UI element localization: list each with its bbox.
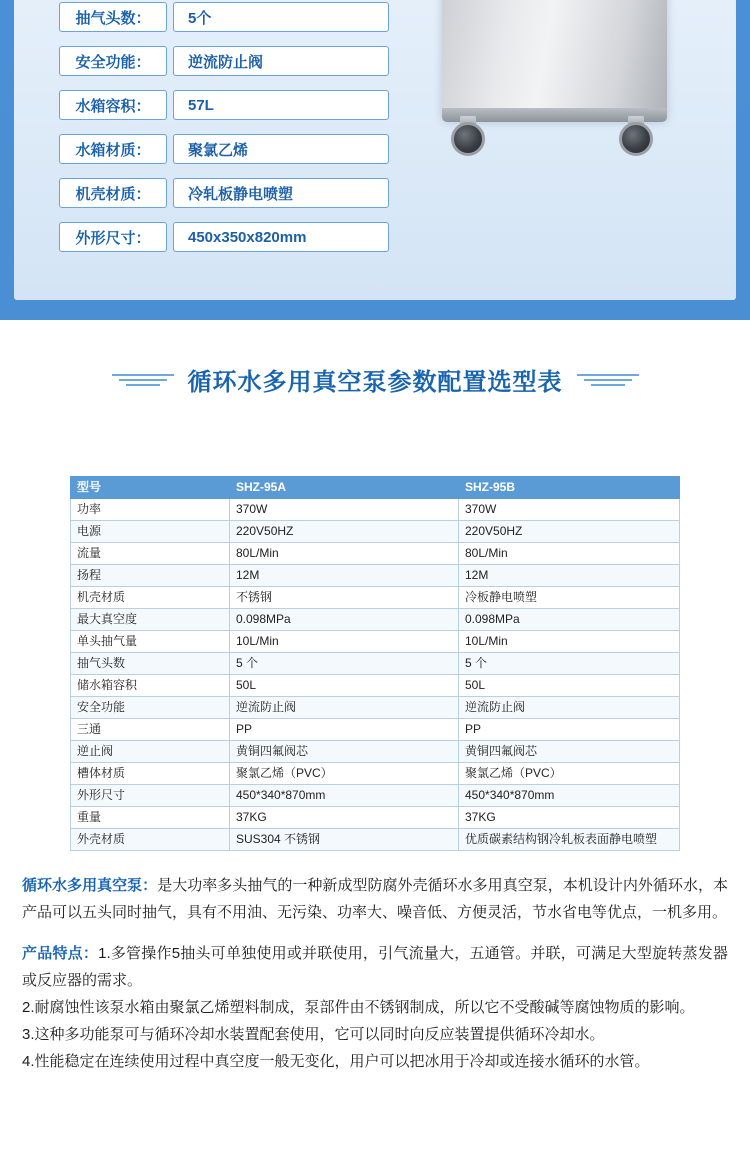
table-cell: 逆流防止阀 [459,697,680,719]
table-row [71,763,680,785]
table-cell: 0.098MPa [459,609,680,631]
title-decoration-right-icon [577,373,639,387]
table-cell: 12M [230,565,459,587]
table-cell: 370W [230,499,459,521]
spec-value: 57L [173,90,389,120]
table-cell: 功率 [71,499,230,521]
table-row [71,807,680,829]
feature-item-4: 4.性能稳定在连续使用过程中真空度一般无变化，用户可以把冰用于冷却或连接水循环的水管。 [22,1053,650,1070]
table-cell: 370W [459,499,680,521]
table-cell: 安全功能 [71,697,230,719]
table-row [71,565,680,587]
table-row [71,499,680,521]
table-row [71,697,680,719]
table-cell: 50L [230,675,459,697]
spec-value: 450x350x820mm [173,222,389,252]
table-row [71,829,680,851]
table-cell: 槽体材质 [71,763,230,785]
table-row [71,653,680,675]
table-cell: 10L/Min [459,631,680,653]
table-cell: 三通 [71,719,230,741]
table-cell: 50L [459,675,680,697]
table-cell: 抽气头数 [71,653,230,675]
table-row [71,675,680,697]
table-cell: 10L/Min [230,631,459,653]
table-row [71,609,680,631]
features-lead: 产品特点： [22,945,99,962]
intro-body: 是大功率多头抽气的一种新成型防腐外壳循环水多用真空泵，本机设计内外循环水，本产品可以五头同时抽气，具有不用油、无污染、功率大、噪音低、方便灵活，节水省电等优点，一机多用。 [22,877,728,921]
table-cell: 储水箱容积 [71,675,230,697]
spec-row [59,90,389,120]
spec-label: 外形尺寸： [59,222,167,252]
table-cell: 220V50HZ [230,521,459,543]
table-row [71,587,680,609]
table-header-cell: SHZ-95A [230,477,459,499]
section-title: 循环水多用真空泵参数配置选型表 [187,369,563,396]
feature-item-3: 3.这种多功能泵可与循环冷却水装置配套使用，它可以同时向反应装置提供循环冷却水。 [22,1026,605,1043]
spec-value: 5个 [173,2,389,32]
caster-wheel-left [451,122,485,156]
table-cell: 450*340*870mm [230,785,459,807]
table-cell: 外形尺寸 [71,785,230,807]
table-cell: 80L/Min [459,543,680,565]
table-cell: 黄铜四氟阀芯 [459,741,680,763]
table-row [71,741,680,763]
table-row [71,543,680,565]
spec-table [70,476,680,851]
title-decoration-left-icon [112,373,174,387]
table-cell: 聚氯乙烯（PVC） [459,763,680,785]
table-header-cell: 型号 [71,477,230,499]
table-cell: 机壳材质 [71,587,230,609]
table-header-row [71,477,680,499]
top-panel-inner [14,0,736,300]
table-cell: 37KG [459,807,680,829]
intro-lead: 循环水多用真空泵： [22,877,158,894]
table-cell: 扬程 [71,565,230,587]
table-cell: PP [459,719,680,741]
table-cell: 冷板静电喷塑 [459,587,680,609]
features-paragraph [22,940,728,994]
table-header-cell: SHZ-95B [459,477,680,499]
table-cell: 逆止阀 [71,741,230,763]
table-cell: PP [230,719,459,741]
spec-label: 水箱材质： [59,134,167,164]
table-cell: 12M [459,565,680,587]
description-section [22,872,728,1075]
spec-row [59,46,389,76]
section-title-row [0,362,750,397]
table-cell: 最大真空度 [71,609,230,631]
product-photo [414,0,734,215]
spec-list [59,2,389,266]
spec-label: 安全功能： [59,46,167,76]
table-cell: 重量 [71,807,230,829]
spec-label: 抽气头数： [59,2,167,32]
table-cell: 220V50HZ [459,521,680,543]
caster-wheel-right [619,122,653,156]
spec-table-body [71,499,680,851]
spec-value: 冷轧板静电喷塑 [173,178,389,208]
table-cell: 不锈钢 [230,587,459,609]
spec-row [59,178,389,208]
table-cell: 450*340*870mm [459,785,680,807]
spec-value: 聚氯乙烯 [173,134,389,164]
table-cell: 5 个 [230,653,459,675]
table-cell: SUS304 不锈钢 [230,829,459,851]
spec-row [59,134,389,164]
table-cell: 单头抽气量 [71,631,230,653]
spec-row [59,2,389,32]
pump-body [442,0,667,118]
table-cell: 37KG [230,807,459,829]
table-cell: 流量 [71,543,230,565]
table-row [71,521,680,543]
spec-table-wrapper [70,476,680,851]
table-cell: 0.098MPa [230,609,459,631]
table-cell: 聚氯乙烯（PVC） [230,763,459,785]
spec-label: 机壳材质： [59,178,167,208]
table-cell: 黄铜四氟阀芯 [230,741,459,763]
intro-paragraph [22,872,728,926]
table-row [71,785,680,807]
table-cell: 80L/Min [230,543,459,565]
spec-label: 水箱容积： [59,90,167,120]
section-title-area [0,320,750,440]
table-cell: 优质碳素结构钢冷轧板表面静电喷塑 [459,829,680,851]
table-row [71,719,680,741]
top-spec-panel [0,0,750,320]
table-cell: 逆流防止阀 [230,697,459,719]
spec-row [59,222,389,252]
feature-item-2: 2.耐腐蚀性该泵水箱由聚氯乙烯塑料制成，泵部件由不锈钢制成，所以它不受酸碱等腐蚀物质的影响。 [22,999,695,1016]
spec-table-head [71,477,680,499]
table-cell: 外壳材质 [71,829,230,851]
feature-item-1: 1.多管操作5抽头可单独使用或并联使用，引气流量大，五通管。并联，可满足大型旋转蒸发器或反应器的需求。 [22,945,728,989]
table-cell: 电源 [71,521,230,543]
table-cell: 5 个 [459,653,680,675]
table-row [71,631,680,653]
spec-value: 逆流防止阀 [173,46,389,76]
